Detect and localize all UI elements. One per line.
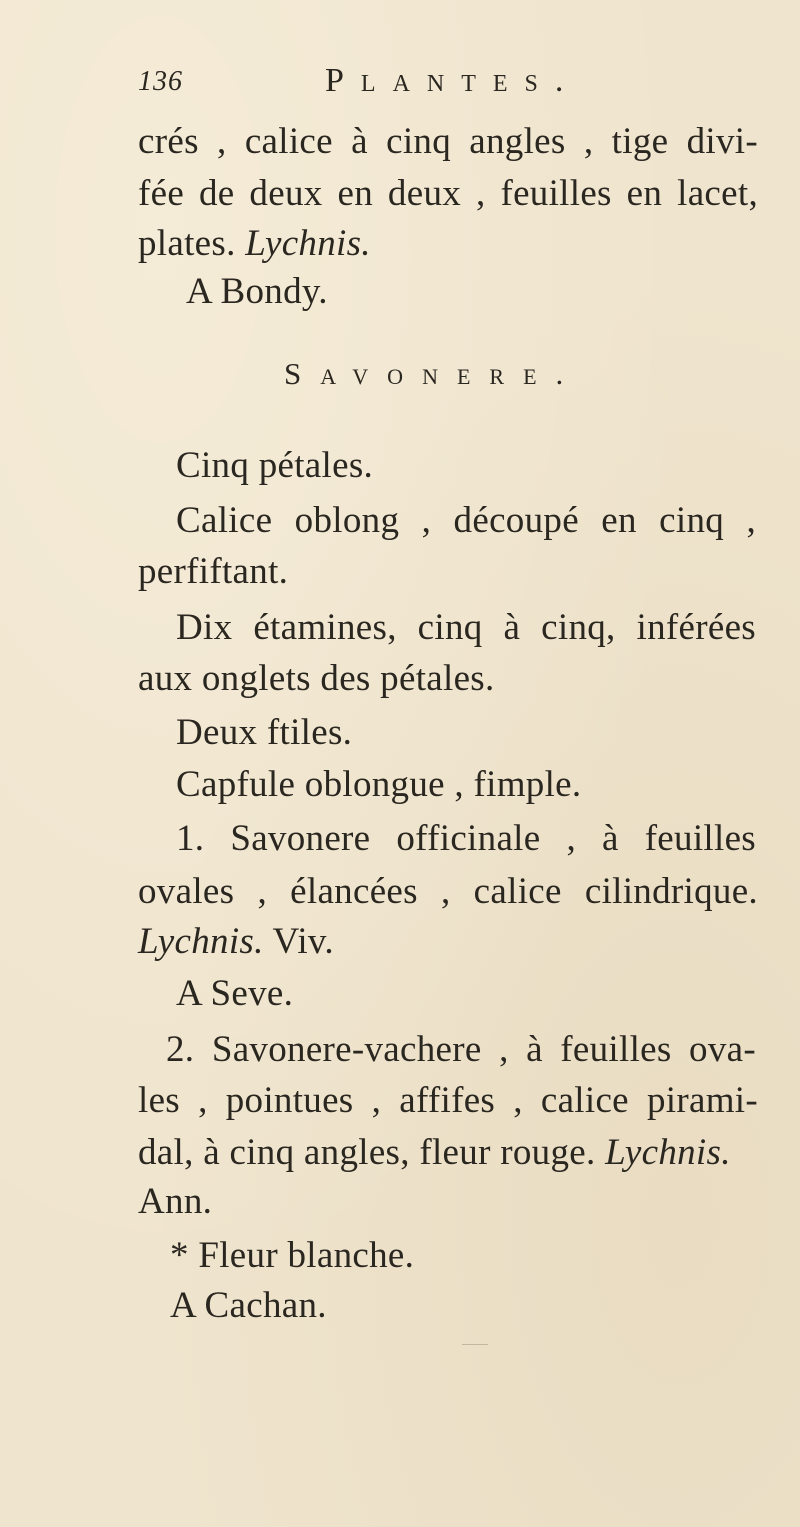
locality-line: A Seve. <box>176 973 294 1014</box>
text-line: Deux ftiles. <box>176 712 353 753</box>
text-span: plates. <box>138 223 246 264</box>
locality-line: A Cachan. <box>170 1285 327 1326</box>
text-line: Capfule oblongue , fimple. <box>176 764 582 805</box>
text-line: crés , calice à cinq angles , tige divi- <box>138 121 758 162</box>
genus-name: Lychnis. <box>245 223 371 264</box>
variety-line: * Fleur blanche. <box>170 1235 415 1276</box>
paper-mark <box>462 1338 488 1345</box>
text-line: 1. Savonere officinale , à feuilles <box>176 818 756 859</box>
text-span: Viv. <box>263 921 334 962</box>
running-title: Plantes. <box>325 62 581 99</box>
text-line <box>138 1131 731 1175</box>
text-line: ovales , élancées , calice cilindrique. <box>138 871 758 912</box>
genus-name: Lychnis. <box>605 1132 731 1173</box>
text-line: perfiftant. <box>138 551 289 592</box>
text-span: dal, à cinq angles, fleur rouge. <box>138 1132 606 1173</box>
page-number: 136 <box>138 66 183 97</box>
locality-line: A Bondy. <box>186 271 328 312</box>
genus-name: Lychnis. <box>138 921 264 962</box>
text-line: aux onglets des pétales. <box>138 658 495 699</box>
text-line: 2. Savonere-vachere , à feuilles ova- <box>166 1029 756 1070</box>
text-line: Cinq pétales. <box>176 445 374 486</box>
text-line: fée de deux en deux , feuilles en lacet, <box>138 173 758 214</box>
text-line <box>138 920 334 964</box>
text-line: Dix étamines, cinq à cinq, inférées <box>176 607 756 648</box>
text-line: Ann. <box>138 1181 213 1222</box>
text-line: Calice oblong , découpé en cinq , <box>176 500 756 541</box>
text-line <box>138 222 371 266</box>
section-title: Savonere. <box>284 356 583 391</box>
text-line: les , pointues , affifes , calice pirami- <box>138 1080 758 1121</box>
